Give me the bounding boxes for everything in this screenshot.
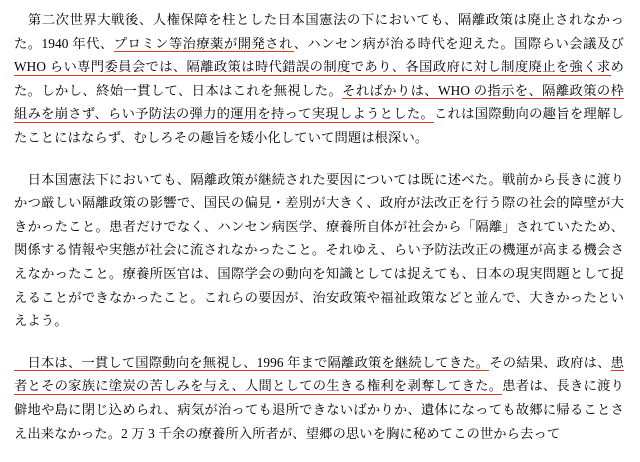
text-run: 理解したことにはならず、むしろその趣旨を矮小化していて問題は根深い。 xyxy=(14,106,624,145)
text-run: が大きかったこと。患者だけでなく、ハンセン病医学、療養所自体が社会から「隔離」されていた xyxy=(14,195,624,234)
text-run: これは国際動向の趣旨を xyxy=(434,106,584,122)
text-run: 日本国憲法下においても、隔離政策が継続された要因については既に述べた。戦前から長きに渡 xyxy=(14,171,611,187)
paragraph-2 xyxy=(14,168,624,333)
annotated-text-run: 日本は、一貫して国際動向を無視し、1996 年まで隔離政策を継続してきた。 xyxy=(14,354,490,370)
annotated-text-run: WHO らい専門委員会では、隔離政策は時代錯誤の制度であり、各国政府に対し制度廃止を強く求 xyxy=(14,59,611,75)
text-run: た。1940 年代、 xyxy=(14,35,114,51)
text-run: 第二次世界大戦後、人権保障を柱とした日本国憲法の下においても、隔離政策は廃止されなかっ xyxy=(14,12,624,27)
text-run: りかつ厳しい隔離政策の影響で、国民の偏見・差別が大きく、政府が法改正を行う際の社会的障壁 xyxy=(14,171,624,211)
annotated-text-run: プロミン等治療薬が開発され xyxy=(113,35,294,51)
text-run: 渡り僻地や島に閉じ込められ、病気が治っても退所できないばかりか、遺体になっても故郷に帰る xyxy=(14,378,625,417)
annotated-text-run: 患者とその家族に塗炭の苦しみを与え、人間としての生きる権利を剥奪してきた。 xyxy=(14,354,624,394)
text-run: めた。しかし、終始一貫して、日本はこれを無視した。 xyxy=(14,59,624,98)
text-run: 題として捉えることができなかったこと。これらの要因が、治安政策や福祉政策などと並んで、大 xyxy=(14,265,625,305)
annotated-text-run: の枠組みを崩さず、らい予防法の弾力的運用を持って実現しようとした。 xyxy=(14,82,624,122)
paragraph-3 xyxy=(14,351,624,445)
text-run: ため、関係する情報や実態が社会に流されなかったこと。それゆえ、らい予防法改正の機運が高ま xyxy=(14,218,624,258)
annotated-text-run: そればかりは、WHO の指示を、隔離政策 xyxy=(342,82,597,98)
text-run: その結果、政府は、 xyxy=(489,354,611,370)
text-run: ことさえ出来なかった。2 万 3 千余の療養所入所者が、望郷の思いを胸に秘めてこの世から去って xyxy=(14,401,624,441)
paragraph-1 xyxy=(14,8,624,150)
text-run: きかったといえよう。 xyxy=(14,289,624,329)
text-run: 、ハンセン病が治る時代を迎えた。国際らい会議及び xyxy=(293,35,624,51)
text-run: る機会さえなかったこと。療養所医官は、国際学会の動向を知識としては捉えても、日本の現実問 xyxy=(14,242,624,281)
text-run: 患者は、長きに xyxy=(502,378,598,394)
